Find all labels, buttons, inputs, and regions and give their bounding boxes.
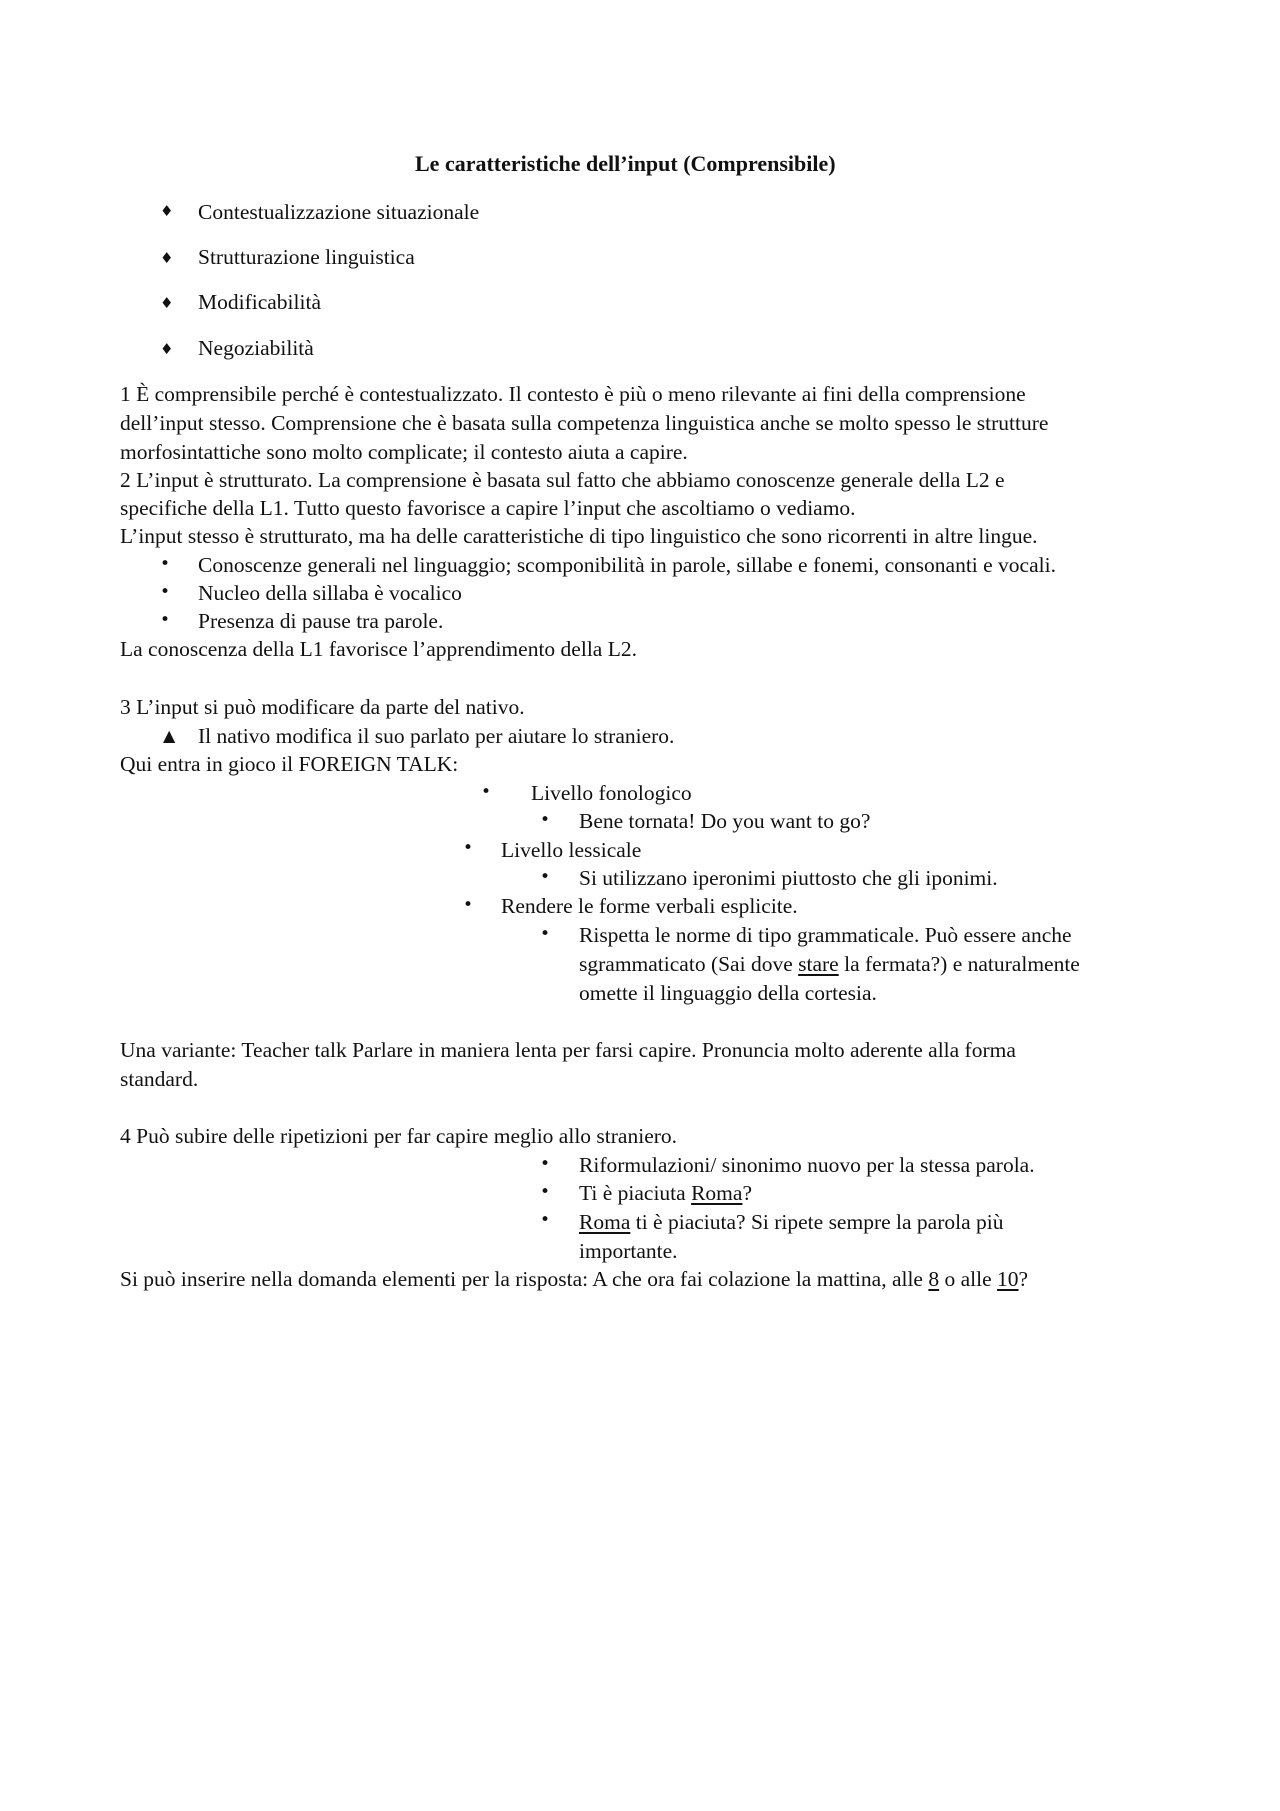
underlined-word: stare: [798, 952, 839, 976]
bullet-icon: •: [160, 610, 171, 630]
underlined-number: 10: [997, 1267, 1019, 1291]
section-4-bullet: [579, 1208, 1003, 1236]
feature-item: Modificabilità: [198, 290, 321, 314]
diamond-bullet-icon: ♦: [160, 294, 174, 312]
document-title: Le caratteristiche dell’input (Comprensibile): [415, 151, 836, 176]
section-2-line: specifiche della L1. Tutto questo favorisce a capire l’input che ascoltiamo o vediamo.: [120, 496, 856, 520]
bullet-text: ti è piaciuta? Si ripete sempre la parola più: [630, 1210, 1004, 1234]
level-item: Rendere le forme verbali esplicite.: [501, 894, 798, 918]
diamond-bullet-icon: ♦: [160, 249, 174, 267]
level-item: Livello fonologico: [531, 781, 692, 805]
section-4-last-line: [120, 1265, 1028, 1293]
section-2-line: L’input stesso è strutturato, ma ha delle caratteristiche di tipo linguistico che sono ricorrenti in altre lingue.: [120, 524, 1038, 548]
level-example-continued: [579, 950, 1080, 978]
section-3-line: 3 L’input si può modificare da parte del nativo.: [120, 695, 525, 719]
bullet-icon: •: [463, 895, 474, 915]
section-3-triangle-item: Il nativo modifica il suo parlato per aiutare lo straniero.: [198, 724, 675, 748]
level-example: Rispetta le norme di tipo grammaticale. Può essere anche: [579, 923, 1072, 947]
section-4-bullet: Riformulazioni/ sinonimo nuovo per la stessa parola.: [579, 1153, 1035, 1177]
section-2-line: 2 L’input è strutturato. La comprensione è basata sul fatto che abbiamo conoscenze generale della L2 e: [120, 468, 1005, 492]
last-line-text: ?: [1018, 1267, 1029, 1291]
section-2-bullet: Nucleo della sillaba è vocalico: [198, 581, 462, 605]
bullet-text: ?: [742, 1181, 752, 1205]
bullet-icon: •: [160, 554, 171, 574]
bullet-icon: •: [540, 810, 551, 830]
bullet-icon: •: [160, 582, 171, 602]
section-2-conclusion: La conoscenza della L1 favorisce l’apprendimento della L2.: [120, 637, 637, 661]
diamond-bullet-icon: ♦: [160, 202, 174, 220]
section-4-bullet: [579, 1179, 752, 1207]
bullet-icon: •: [540, 924, 551, 944]
variant-line: Una variante: Teacher talk Parlare in maniera lenta per farsi capire. Pronuncia molto aderente alla forma: [120, 1038, 1016, 1062]
section-3-line: Qui entra in gioco il FOREIGN TALK:: [120, 752, 459, 776]
bullet-icon: •: [540, 1210, 551, 1230]
section-4-bullet-continued: importante.: [579, 1239, 678, 1263]
level-item: Livello lessicale: [501, 838, 642, 862]
level-example: Si utilizzano iperonimi piuttosto che gli iponimi.: [579, 866, 998, 890]
section-1-line: morfosintattiche sono molto complicate; il contesto aiuta a capire.: [120, 440, 688, 464]
bullet-icon: •: [540, 1182, 551, 1202]
section-2-bullet: Conoscenze generali nel linguaggio; scomponibilità in parole, sillabe e fonemi, consonanti e vocali.: [198, 553, 1056, 577]
diamond-bullet-icon: ♦: [160, 340, 174, 358]
section-1-line: 1 È comprensibile perché è contestualizzato. Il contesto è più o meno rilevante ai fini della comprensione: [120, 382, 1026, 406]
bullet-icon: •: [463, 838, 474, 858]
section-4-line: 4 Può subire delle ripetizioni per far capire meglio allo straniero.: [120, 1124, 678, 1148]
bullet-text: Ti è piaciuta: [579, 1181, 692, 1205]
underlined-number: 8: [928, 1267, 940, 1291]
level-example-continued: omette il linguaggio della cortesia.: [579, 981, 877, 1005]
feature-item: Strutturazione linguistica: [198, 245, 415, 269]
bullet-icon: •: [481, 782, 492, 802]
section-2-bullet: Presenza di pause tra parole.: [198, 609, 444, 633]
level-example-text: sgrammaticato (Sai dove: [579, 952, 799, 976]
underlined-word: Roma: [579, 1210, 631, 1234]
feature-item: Contestualizzazione situazionale: [198, 200, 480, 224]
bullet-icon: •: [540, 1154, 551, 1174]
feature-item: Negoziabilità: [198, 336, 314, 360]
section-1-line: dell’input stesso. Comprensione che è basata sulla competenza linguistica anche se molto spesso le strutture: [120, 411, 1049, 435]
triangle-bullet-icon: ▲: [163, 726, 176, 745]
level-example-text: la fermata?) e naturalmente: [838, 952, 1080, 976]
bullet-icon: •: [540, 867, 551, 887]
variant-line: standard.: [120, 1067, 199, 1091]
level-example: Bene tornata! Do you want to go?: [579, 809, 871, 833]
last-line-text: o alle: [939, 1267, 998, 1291]
underlined-word: Roma: [691, 1181, 743, 1205]
last-line-text: Si può inserire nella domanda elementi per la risposta: A che ora fai colazione la mattina, alle: [120, 1267, 929, 1291]
